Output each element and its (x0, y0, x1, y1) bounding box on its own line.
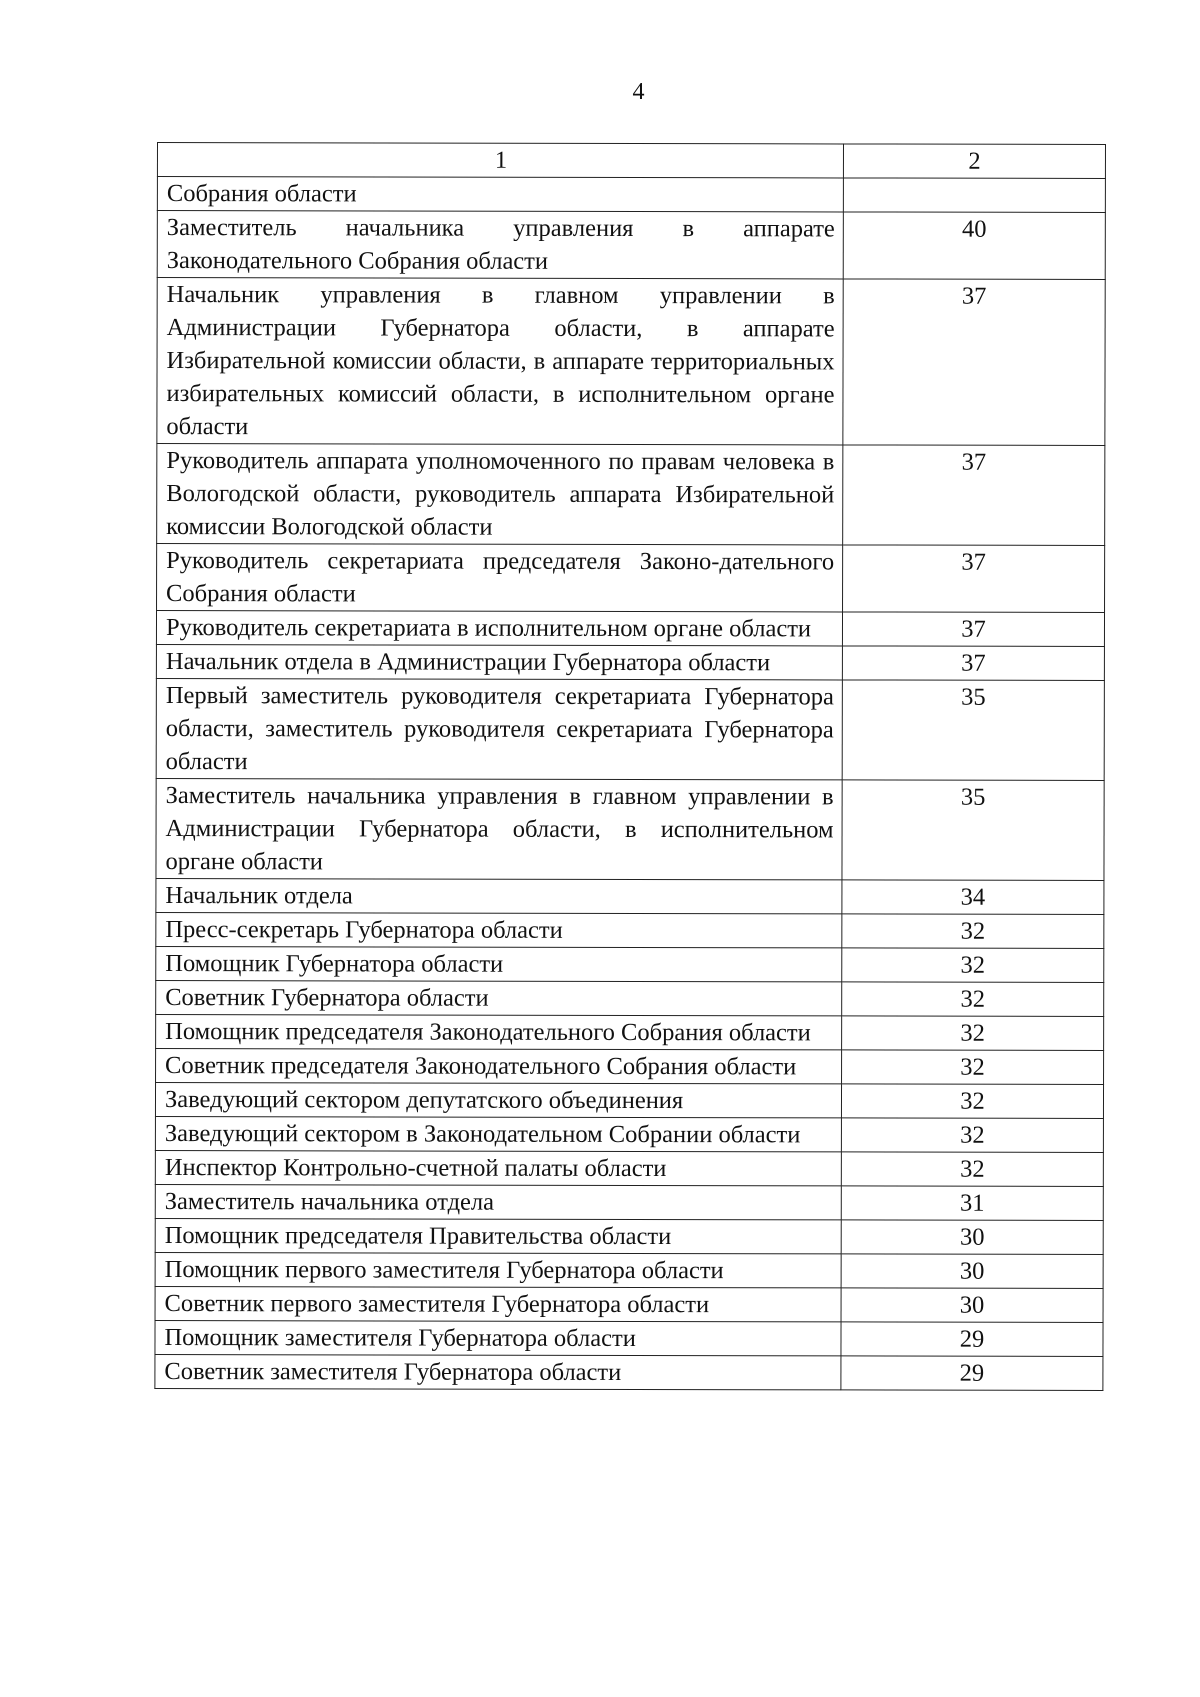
position-title-cell: Помощник председателя Законодательного Собрания области (156, 1014, 842, 1049)
position-title-cell: Инспектор Контрольно-счетной палаты области (155, 1150, 841, 1185)
table-row (156, 1048, 1104, 1084)
position-title-cell: Заместитель начальника отдела (155, 1184, 841, 1219)
table-row (155, 1354, 1103, 1390)
value-cell: 34 (842, 880, 1104, 915)
table-row (155, 1116, 1103, 1152)
value-cell: 32 (841, 1084, 1103, 1119)
table-row (155, 1286, 1103, 1322)
value-cell: 30 (841, 1220, 1103, 1255)
value-cell: 29 (841, 1322, 1103, 1357)
table-header-row (157, 143, 1105, 179)
table-row (157, 211, 1105, 280)
position-title-cell: Советник председателя Законодательного Собрания области (156, 1048, 842, 1083)
value-cell: 30 (841, 1254, 1103, 1289)
value-cell: 32 (841, 1118, 1103, 1153)
position-title-cell: Начальник управления в главном управлении в Администрации Губернатора области, в аппарате Избирательной комиссии области, в аппарате территориальных избирательных комиссий области, в исполнительном органе области (157, 278, 843, 445)
position-title-cell: Собрания области (157, 177, 843, 212)
position-title-cell: Заместитель начальника управления в аппарате Законодательного Собрания области (157, 211, 843, 279)
table-row (155, 1082, 1103, 1118)
table-row (157, 278, 1105, 446)
page-number: 4 (632, 79, 645, 105)
position-title-cell: Советник Губернатора области (156, 980, 842, 1015)
table-row (156, 611, 1104, 647)
table-row (155, 1184, 1103, 1220)
position-title-cell: Помощник председателя Правительства области (155, 1218, 841, 1253)
position-title-cell: Советник заместителя Губернатора области (155, 1354, 841, 1389)
position-title-cell: Помощник Губернатора области (156, 946, 842, 981)
table-row (156, 1014, 1104, 1050)
value-cell: 32 (842, 982, 1104, 1017)
table-row (155, 1320, 1103, 1356)
position-title-cell: Помощник заместителя Губернатора области (155, 1320, 841, 1355)
table-body (155, 143, 1106, 1391)
table-row (156, 644, 1104, 680)
table-row (155, 1150, 1103, 1186)
value-cell: 29 (841, 1356, 1103, 1391)
position-title-cell: Руководитель секретариата в исполнительном органе области (156, 611, 842, 646)
table-row (157, 544, 1105, 613)
position-title-cell: Советник первого заместителя Губернатора области (155, 1286, 841, 1321)
position-title-cell: Заведующий сектором депутатского объединения (155, 1082, 841, 1117)
value-cell: 37 (843, 545, 1105, 613)
value-cell: 30 (841, 1288, 1103, 1323)
table-row (156, 878, 1104, 914)
table-row (156, 912, 1104, 948)
position-title-cell: Руководитель аппарата уполномоченного по правам человека в Вологодской области, руководитель аппарата Избирательной комиссии Вологодской области (157, 444, 843, 545)
position-title-cell: Первый заместитель руководителя секретариата Губернатора области, заместитель руководителя секретариата Губернатора области (156, 678, 842, 779)
position-title-cell: Начальник отдела (156, 878, 842, 913)
position-title-cell: Начальник отдела в Администрации Губернатора области (156, 644, 842, 679)
position-title-cell: Заместитель начальника управления в главном управлении в Администрации Губернатора области, в исполнительном органе области (156, 778, 842, 879)
column-header-1: 1 (157, 143, 843, 178)
position-title-cell: Пресс-секретарь Губернатора области (156, 912, 842, 947)
value-cell: 32 (841, 1152, 1103, 1187)
value-cell: 32 (842, 1016, 1104, 1051)
value-cell: 40 (843, 212, 1105, 280)
positions-table (154, 142, 1106, 1391)
value-cell: 32 (842, 1050, 1104, 1085)
value-cell: 37 (842, 612, 1104, 647)
position-title-cell: Руководитель секретариата председателя Законо-дательного Собрания области (157, 544, 843, 612)
value-cell: 31 (841, 1186, 1103, 1221)
table-row (157, 444, 1105, 546)
table-row (156, 778, 1104, 880)
table-row (157, 177, 1105, 213)
value-cell (843, 178, 1105, 213)
position-title-cell: Заведующий сектором в Законодательном Собрании области (155, 1116, 841, 1151)
value-cell: 32 (842, 948, 1104, 983)
position-title-cell: Помощник первого заместителя Губернатора области (155, 1252, 841, 1287)
table-row (156, 946, 1104, 982)
table-row (155, 1252, 1103, 1288)
value-cell: 32 (842, 914, 1104, 949)
value-cell: 37 (842, 646, 1104, 681)
table-row (156, 678, 1104, 780)
table-row (155, 1218, 1103, 1254)
table-row (156, 980, 1104, 1016)
value-cell: 35 (842, 780, 1104, 881)
value-cell: 35 (842, 680, 1104, 781)
value-cell: 37 (843, 279, 1105, 446)
value-cell: 37 (843, 445, 1105, 546)
column-header-2: 2 (843, 144, 1105, 179)
